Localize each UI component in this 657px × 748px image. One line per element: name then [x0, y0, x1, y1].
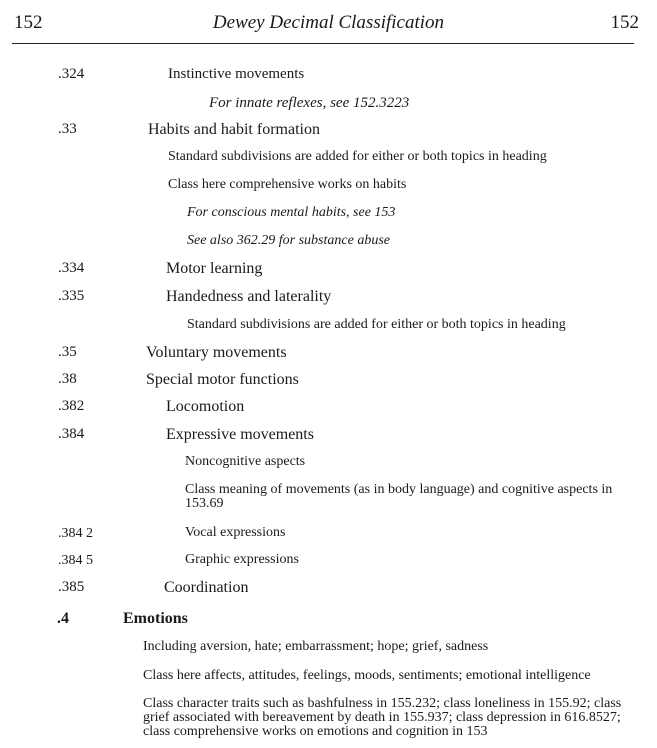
class-number: .334	[58, 260, 85, 276]
class-number: .384 5	[58, 553, 93, 568]
class-number: .38	[58, 371, 77, 387]
entry-heading: Motor learning	[166, 260, 263, 277]
entry-heading: Emotions	[123, 610, 188, 627]
class-number: .35	[58, 344, 77, 360]
entry-heading: Locomotion	[166, 398, 245, 415]
page-header	[0, 0, 657, 48]
class-number: .335	[58, 288, 85, 304]
class-number: .33	[58, 121, 77, 137]
see-also-note: See also 362.29 for substance abuse	[187, 233, 390, 248]
including-note: Including aversion, hate; embarrassment; hope; grief, sadness	[143, 639, 489, 654]
see-reference-note: For innate reflexes, see 152.3223	[209, 95, 410, 111]
class-here-note: Class here comprehensive works on habits	[168, 177, 407, 192]
header-rule	[12, 43, 634, 44]
standard-subdivisions-note: Standard subdivisions are added for either or both topics in heading	[187, 317, 566, 332]
entry-heading: Vocal expressions	[185, 525, 286, 540]
see-reference-note: For conscious mental habits, see 153	[187, 205, 396, 220]
entry-heading: Instinctive movements	[168, 66, 305, 82]
entry-heading: Coordination	[164, 579, 249, 596]
entry-heading: Voluntary movements	[146, 344, 287, 361]
class-number: .382	[58, 398, 85, 414]
entry-heading: Habits and habit formation	[148, 121, 320, 138]
class-here-note: Class here affects, attitudes, feelings, moods, sentiments; emotional intelligence	[143, 668, 591, 683]
entry-heading: Noncognitive aspects	[185, 454, 306, 469]
page-number-right: 152	[610, 12, 639, 33]
class-number: .384 2	[58, 526, 93, 541]
entry-heading: Handedness and laterality	[166, 288, 332, 305]
class-number: .384	[58, 426, 85, 442]
class-elsewhere-note: Class character traits such as bashfulness in 155.232; class loneliness in 155.92; class grief associated with bereavement by death in 155.937; class depression in 616.8527; class comprehensive works on emotions and cognition in 153	[143, 696, 622, 739]
class-number: .385	[58, 579, 85, 595]
class-meaning-note: Class meaning of movements (as in body language) and cognitive aspects in 153.69	[185, 482, 613, 511]
running-title: Dewey Decimal Classification	[212, 12, 445, 33]
entry-heading: Expressive movements	[166, 426, 314, 443]
class-number: .324	[58, 66, 85, 82]
entry-heading: Graphic expressions	[185, 552, 299, 567]
class-number: .4	[57, 610, 69, 627]
entry-heading: Special motor functions	[146, 371, 299, 388]
page-number-left: 152	[14, 12, 43, 33]
standard-subdivisions-note: Standard subdivisions are added for either or both topics in heading	[168, 149, 547, 164]
